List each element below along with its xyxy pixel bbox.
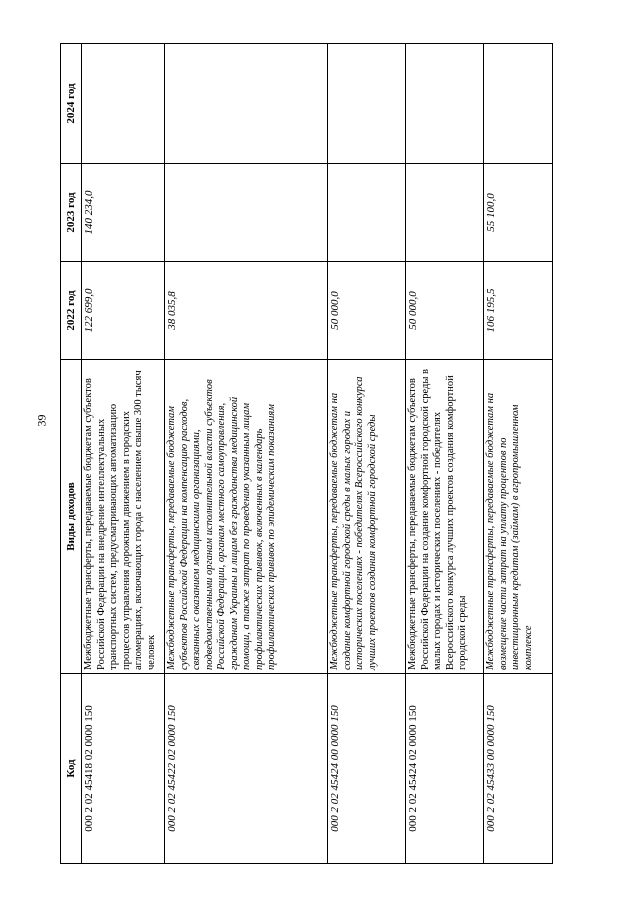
page-number: 39: [34, 414, 49, 427]
row-description: Межбюджетные трансферты, передаваемые бюджетам на возмещение части затрат на уплату процентов по инвестиционным кредитам (займам) в агропромышленном комплексе: [484, 360, 553, 674]
header-code: Код: [61, 674, 82, 864]
row-amount-2023: 140 234,0: [82, 164, 165, 262]
row-amount-2022: 50 000,0: [328, 262, 406, 360]
table-row: [328, 44, 406, 864]
header-2024: 2024 год: [61, 44, 82, 164]
header-revenue-type: Виды доходов: [61, 360, 82, 674]
row-description: Межбюджетные трансферты, передаваемые бюджетам субъектов Российской Федерации на компенсацию расходов, связанных с оказанием медицинскими организациями, подведомственными органам исполнительной власти субъектов Российской Федерации, органам местного самоуправления, гражданам Украины и лицам без гражданства медицинской помощи, а также затрат по проведению указанным лицам профилактических прививок, включенных в календарь профилактических прививок по эпидемическим показаниям: [165, 360, 328, 674]
row-amount-2022: 106 195,5: [484, 262, 553, 360]
row-amount-2022: 50 000,0: [406, 262, 484, 360]
row-amount-2022: 122 699,0: [82, 262, 165, 360]
row-amount-2024: [406, 44, 484, 164]
revenue-table: [60, 43, 553, 864]
table-row: [484, 44, 553, 864]
row-description: Межбюджетные трансферты, передаваемые бюджетам на создание комфортной городской среды в малых городах и исторических поселениях - победителях Всероссийского конкурса лучших проектов создания комфортной городской среды: [328, 360, 406, 674]
row-amount-2024: [328, 44, 406, 164]
row-amount-2023: [406, 164, 484, 262]
row-amount-2023: [165, 164, 328, 262]
row-description: Межбюджетные трансферты, передаваемые бюджетам субъектов Российской Федерации на создание комфортной городской среды в малых городах и исторических поселениях - победителях Всероссийского конкурса лучших проектов создания комфортной городской среды: [406, 360, 484, 674]
rotated-table-container: [60, 44, 553, 864]
row-amount-2023: 55 100,0: [484, 164, 553, 262]
row-amount-2024: [484, 44, 553, 164]
table-row: [406, 44, 484, 864]
table-row: [82, 44, 165, 864]
row-description: Межбюджетные трансферты, передаваемые бюджетам субъектов Российской Федерации на внедрение интеллектуальных транспортных систем, предусматривающих автоматизацию процессов управления дорожным движением в городских агломерациях, включающих города с населением свыше 300 тысяч человек: [82, 360, 165, 674]
row-code: 000 2 02 45422 02 0000 150: [165, 674, 328, 864]
table-header-row: [61, 44, 82, 864]
row-code: 000 2 02 45418 02 0000 150: [82, 674, 165, 864]
header-2022: 2022 год: [61, 262, 82, 360]
row-amount-2023: [328, 164, 406, 262]
table-row: [165, 44, 328, 864]
row-amount-2024: [165, 44, 328, 164]
header-2023: 2023 год: [61, 164, 82, 262]
row-code: 000 2 02 45433 00 0000 150: [484, 674, 553, 864]
row-amount-2024: [82, 44, 165, 164]
row-code: 000 2 02 45424 02 0000 150: [406, 674, 484, 864]
row-amount-2022: 38 035,8: [165, 262, 328, 360]
row-code: 000 2 02 45424 00 0000 150: [328, 674, 406, 864]
